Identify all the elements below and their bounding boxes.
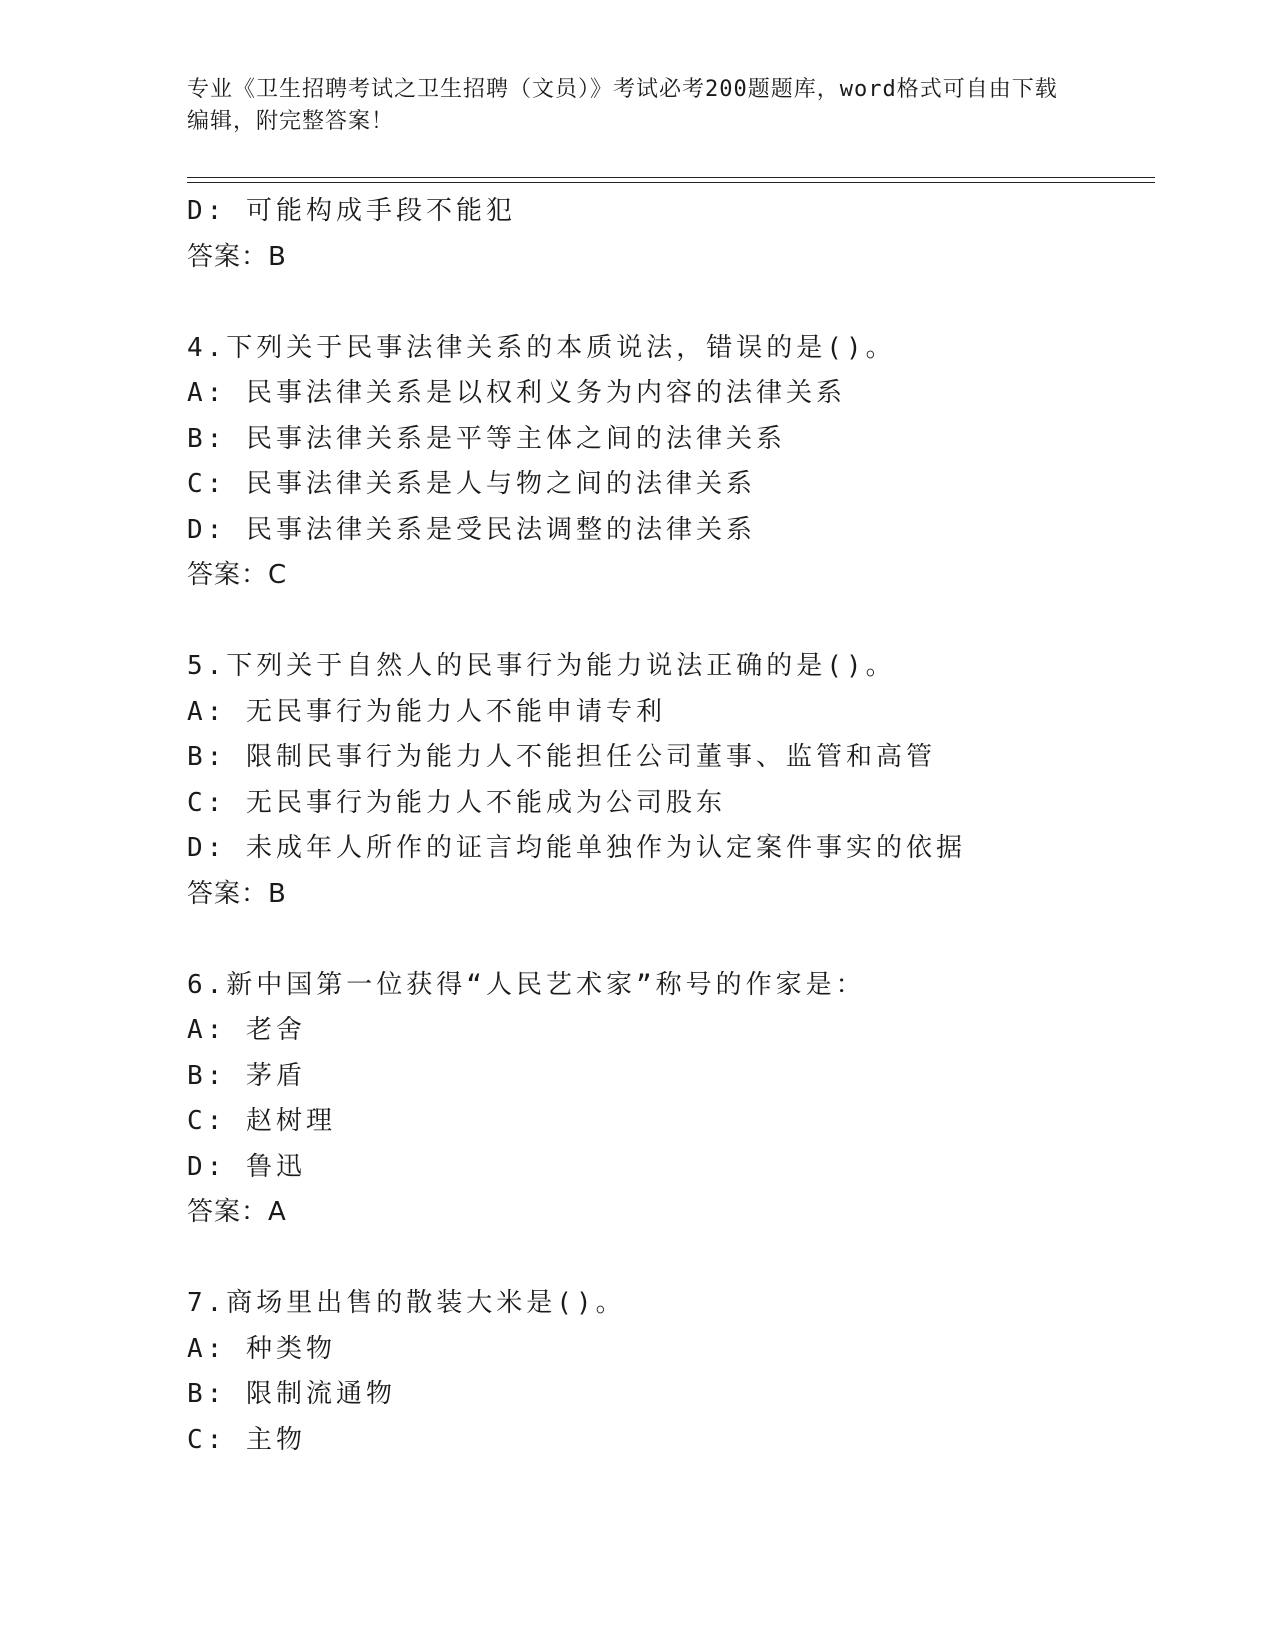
option-a: A: 无民事行为能力人不能申请专利 xyxy=(187,696,666,727)
question-text: 4.下列关于民事法律关系的本质说法，错误的是()。 xyxy=(187,332,896,363)
question-list xyxy=(187,189,1155,1463)
question-block-7 xyxy=(187,1281,1155,1463)
option-d: D: 鲁迅 xyxy=(187,1151,306,1182)
document-header: 专业《卫生招聘考试之卫生招聘（文员）》考试必考200题题库，word格式可自由下载编辑，附完整答案！ xyxy=(187,77,1058,134)
answer-line: 答案：B xyxy=(187,878,287,909)
header-divider-top xyxy=(187,177,1155,178)
spacer xyxy=(187,599,1155,645)
answer-line: 答案：C xyxy=(187,560,288,590)
spacer xyxy=(187,280,1155,326)
option-d: D: 未成年人所作的证言均能单独作为认定案件事实的依据 xyxy=(187,833,966,863)
question-block-3 xyxy=(187,189,1155,280)
option-c: C: 主物 xyxy=(187,1424,306,1455)
option-a: A: 老舍 xyxy=(187,1015,306,1045)
option-d: D: 可能构成手段不能犯 xyxy=(187,196,516,226)
question-text: 6.新中国第一位获得“人民艺术家”称号的作家是： xyxy=(187,969,866,1000)
option-c: C: 无民事行为能力人不能成为公司股东 xyxy=(187,787,726,818)
question-block-6 xyxy=(187,963,1155,1236)
option-b: B: 民事法律关系是平等主体之间的法律关系 xyxy=(187,423,786,454)
option-b: B: 茅盾 xyxy=(187,1060,306,1091)
answer-line: 答案：B xyxy=(187,241,287,272)
question-block-5 xyxy=(187,644,1155,917)
option-a: A: 种类物 xyxy=(187,1333,336,1364)
option-d: D: 民事法律关系是受民法调整的法律关系 xyxy=(187,514,756,545)
question-text: 7.商场里出售的散装大米是()。 xyxy=(187,1288,626,1318)
option-c: C: 赵树理 xyxy=(187,1106,336,1136)
spacer xyxy=(187,1236,1155,1282)
header-divider-bottom xyxy=(187,182,1155,183)
question-text: 5.下列关于自然人的民事行为能力说法正确的是()。 xyxy=(187,651,896,681)
option-a: A: 民事法律关系是以权利义务为内容的法律关系 xyxy=(187,378,846,408)
option-c: C: 民事法律关系是人与物之间的法律关系 xyxy=(187,469,756,499)
answer-line: 答案：A xyxy=(187,1197,287,1227)
spacer xyxy=(187,917,1155,963)
option-b: B: 限制民事行为能力人不能担任公司董事、监管和高管 xyxy=(187,742,936,772)
option-b: B: 限制流通物 xyxy=(187,1379,396,1409)
question-block-4 xyxy=(187,326,1155,599)
